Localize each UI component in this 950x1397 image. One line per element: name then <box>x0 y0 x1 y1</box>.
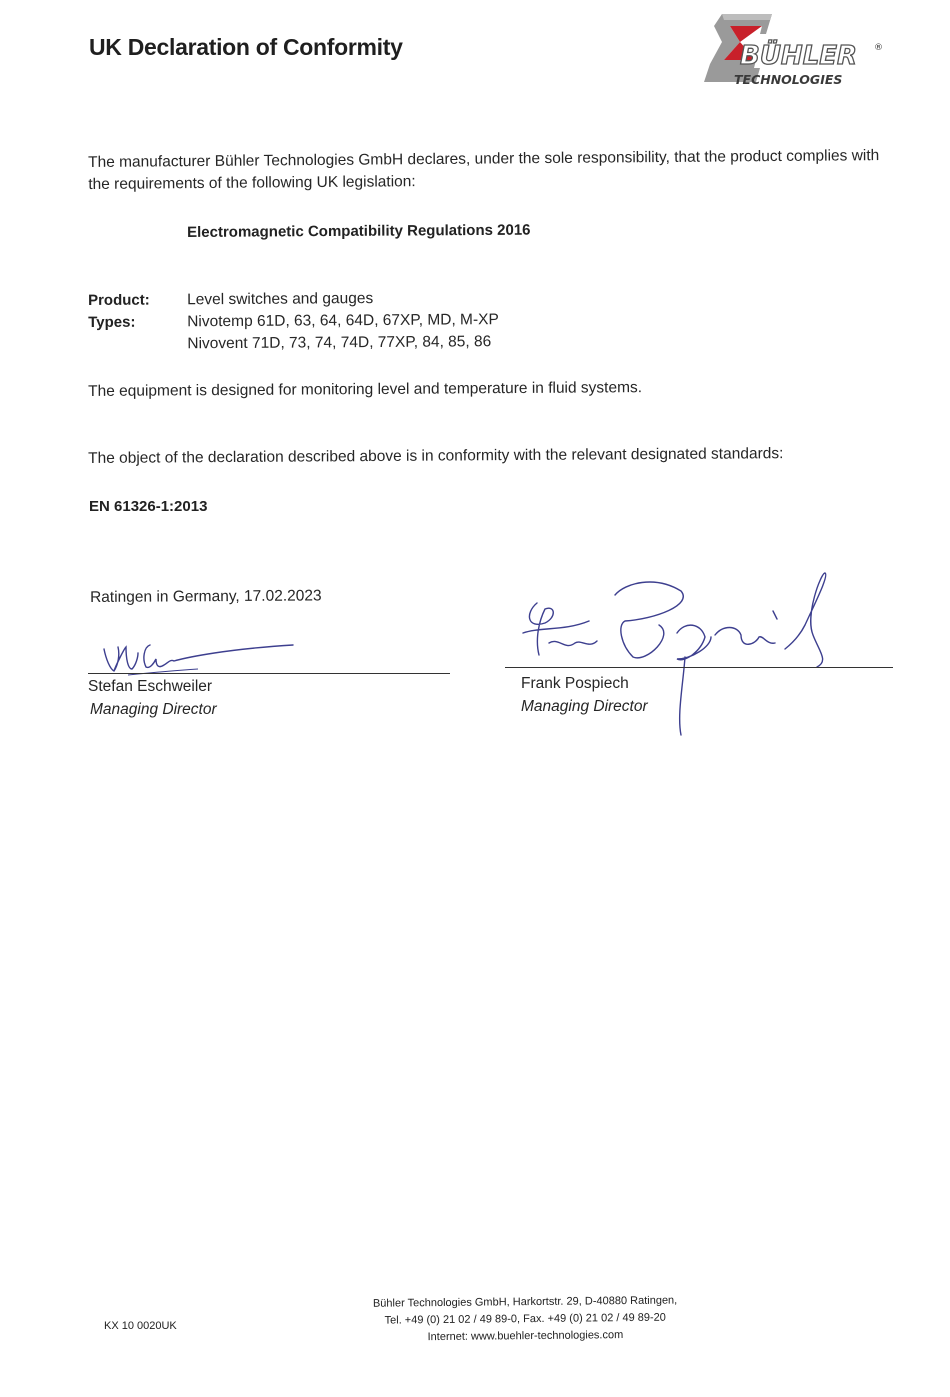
signature-line-2 <box>505 667 893 668</box>
signatory-role-1: Managing Director <box>90 701 217 718</box>
signature-block-2 <box>505 565 905 745</box>
place-date: Ratingen in Germany, 17.02.2023 <box>90 587 322 606</box>
product-block <box>88 289 499 358</box>
footer-address <box>345 1292 706 1347</box>
types-line-2: Nivovent 71D, 73, 74, 74D, 77XP, 84, 85, 86 <box>187 333 492 353</box>
handwritten-signature-2 <box>505 565 905 745</box>
logo-wordmark: BÜHLER <box>740 41 858 71</box>
types-line-1: Nivotemp 61D, 63, 64, 64D, 67XP, MD, M-XP <box>187 311 499 331</box>
buehler-logo-graphic <box>700 12 890 92</box>
document-code: KX 10 0020UK <box>104 1320 177 1332</box>
buehler-logo <box>700 12 890 92</box>
page-title: UK Declaration of Conformity <box>89 34 403 60</box>
product-label: Product: <box>88 291 150 309</box>
intro-paragraph: The manufacturer Bühler Technologies GmbH declares, under the sole responsibility, that the product complies with the requirements of the following UK legislation: <box>88 147 880 193</box>
equipment-statement: The equipment is designed for monitoring level and temperature in fluid systems. <box>88 379 643 400</box>
product-row <box>88 289 499 314</box>
logo-subtitle: TECHNOLOGIES <box>734 72 843 87</box>
footer-line-2: Tel. +49 (0) 21 02 / 49 89-0, Fax. +49 (0) 21 02 / 49 89-20 <box>384 1311 666 1327</box>
footer-line-3: Internet: www.buehler-technologies.com <box>427 1329 624 1344</box>
signatory-name-2: Frank Pospiech <box>521 675 629 692</box>
signatory-name-1: Stefan Eschweiler <box>88 678 213 695</box>
product-value: Level switches and gauges <box>186 290 374 309</box>
types-row <box>88 311 499 336</box>
handwritten-signature-1 <box>88 625 318 685</box>
signature-line-1 <box>88 673 450 674</box>
signatory-role-2: Managing Director <box>521 698 648 715</box>
logo-registered: ® <box>874 43 883 53</box>
types-label: Types: <box>88 313 136 331</box>
signature-block-1 <box>88 625 458 725</box>
legislation-name: Electromagnetic Compatibility Regulations 2016 <box>187 221 531 241</box>
types-row-2 <box>88 333 499 358</box>
conformity-statement: The object of the declaration described above is in conformity with the relevant designated standards: <box>88 445 784 467</box>
standard-reference: EN 61326-1:2013 <box>89 498 208 515</box>
footer-line-1: Bühler Technologies GmbH, Harkortstr. 29, D-40880 Ratingen, <box>372 1294 678 1310</box>
